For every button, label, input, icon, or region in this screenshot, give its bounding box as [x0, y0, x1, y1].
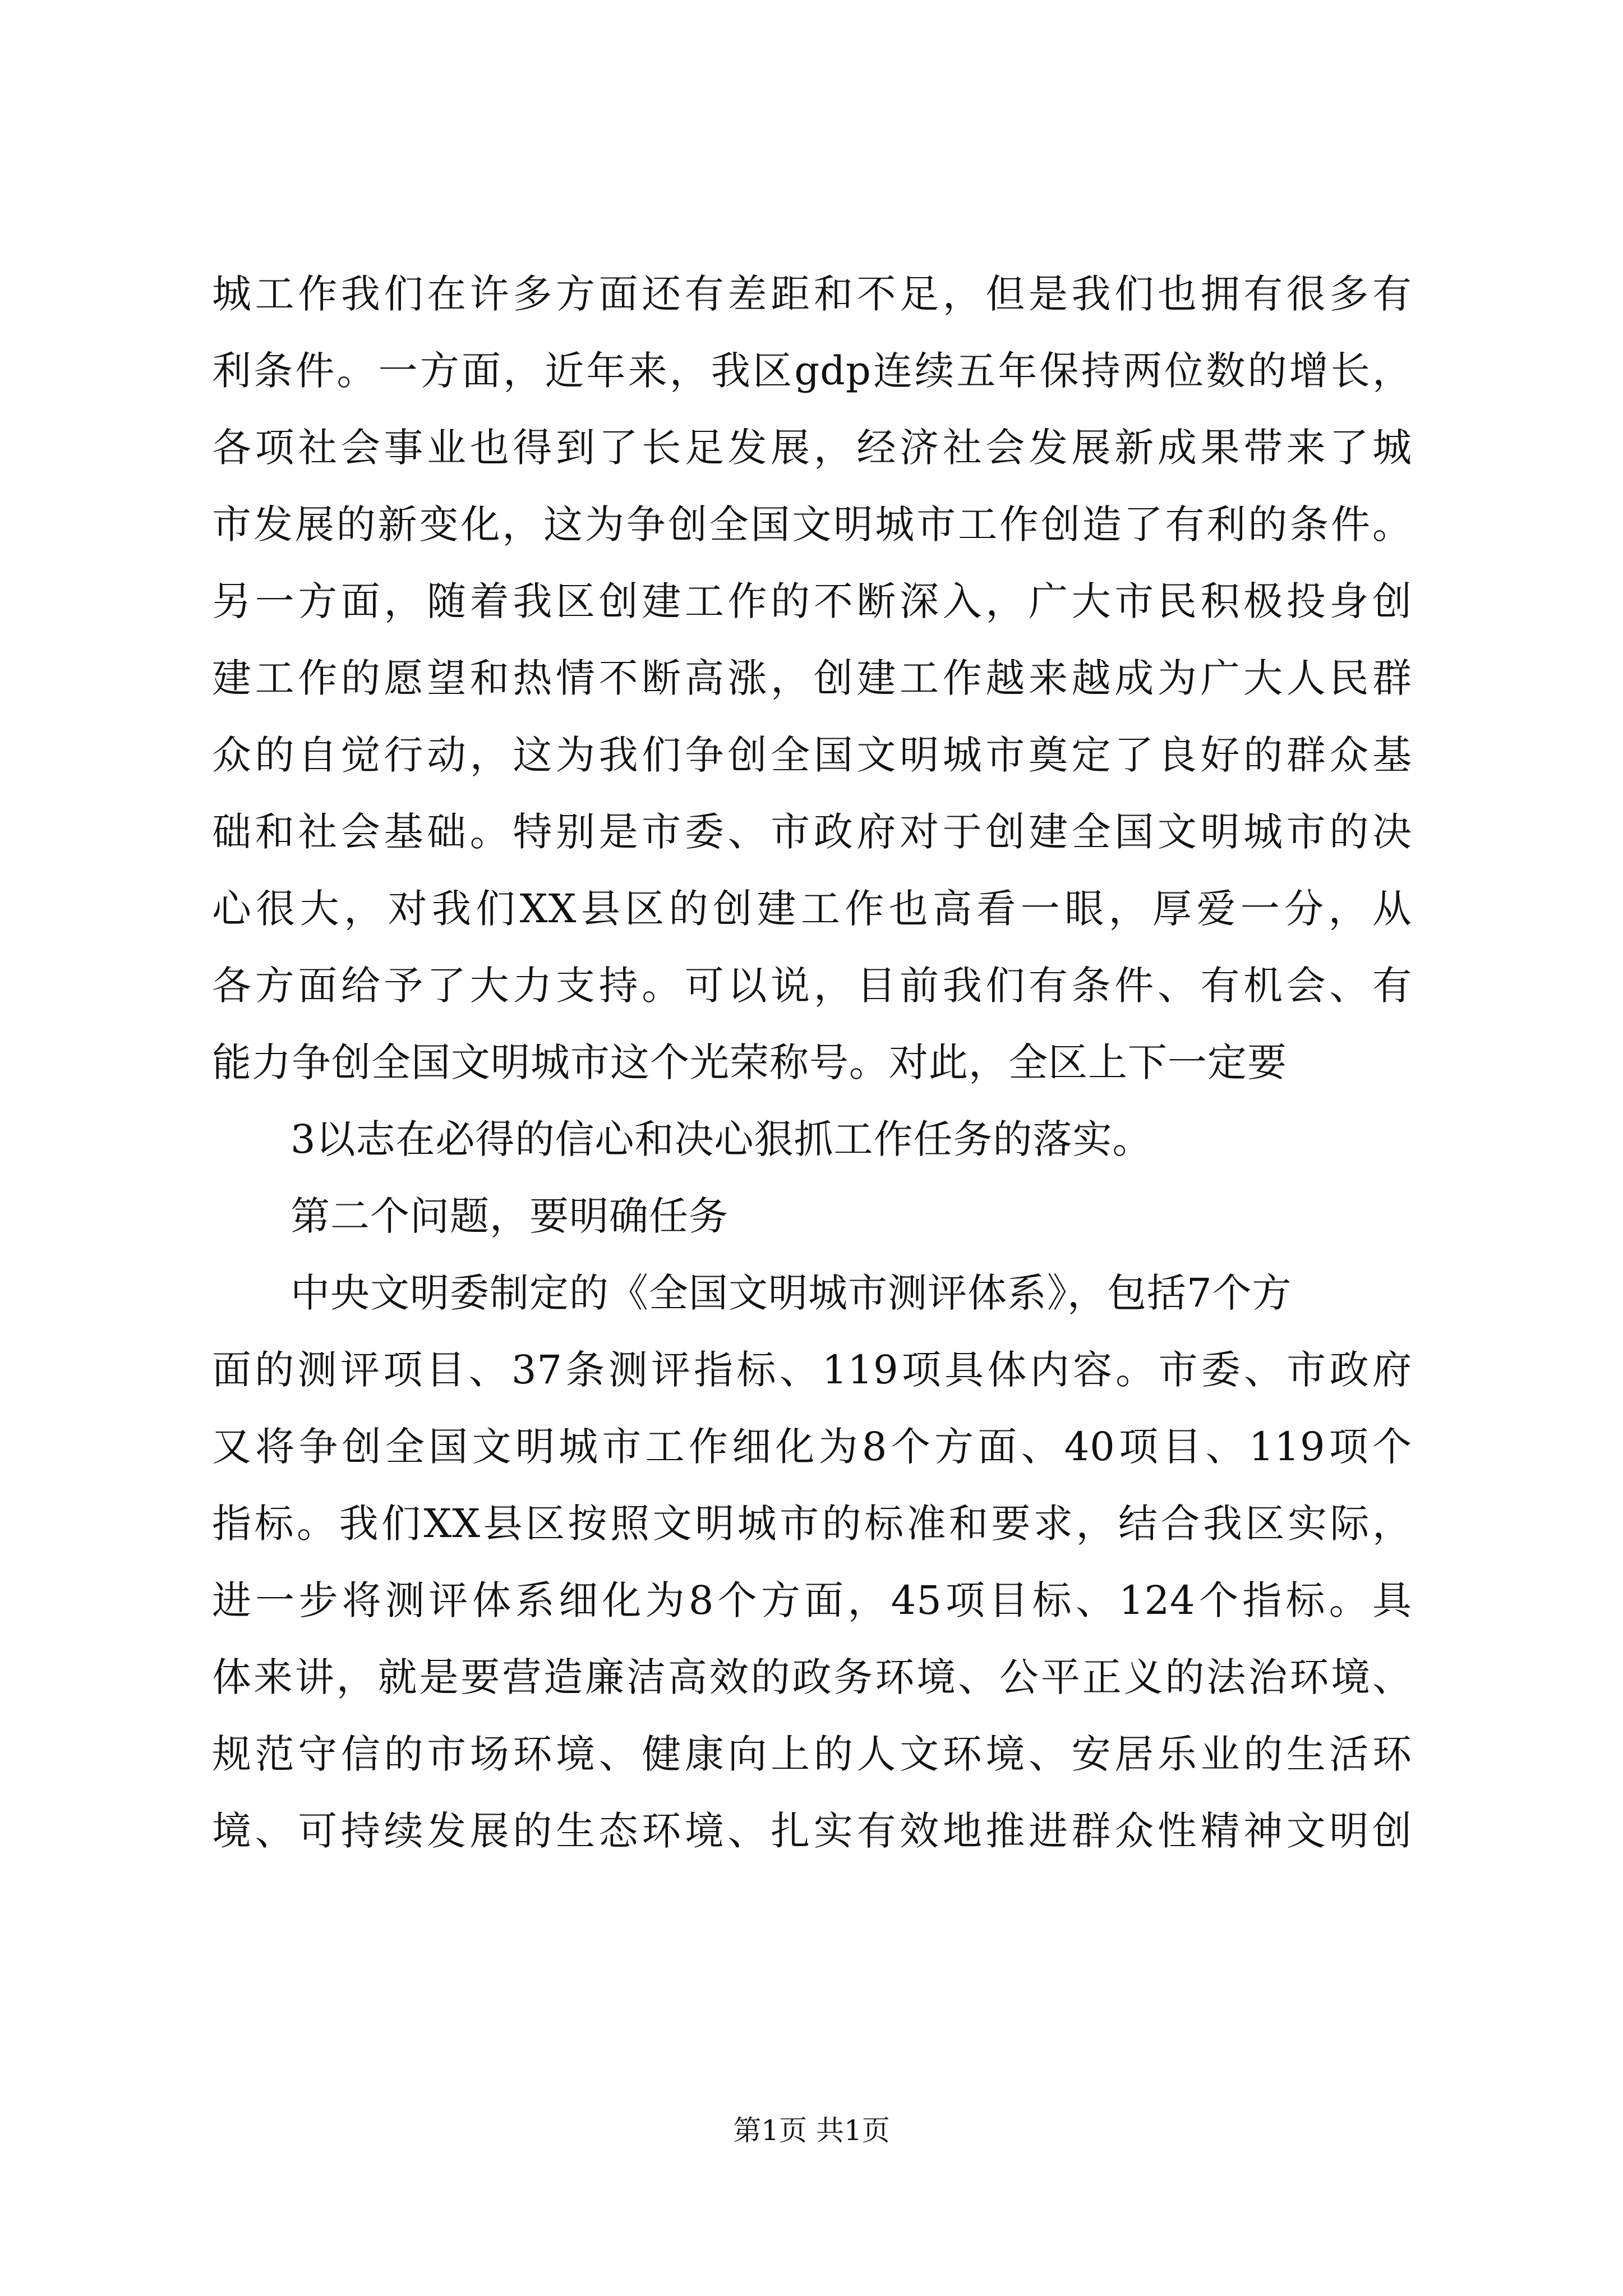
document-body: [212, 256, 1412, 1870]
paragraph-3-line-6: 体来讲，就是要营造廉洁高效的政务环境、公平正义的法治环境、: [212, 1654, 1412, 1700]
paragraph-1-line-2: 利条件。一方面，近年来，我区gdp连续五年保持两位数的增长，: [212, 348, 1412, 394]
paragraph-1-line-9: 心很大，对我们XX县区的创建工作也高看一眼，厚爱一分，从: [212, 886, 1412, 932]
paragraph-3-line-8: 境、可持续发展的生态环境、扎实有效地推进群众性精神文明创: [212, 1808, 1412, 1854]
paragraph-3-line-4: 指标。我们XX县区按照文明城市的标准和要求，结合我区实际，: [212, 1501, 1412, 1547]
page-number-label: 第1页 共1页: [733, 2114, 890, 2147]
paragraph-3-line-7: 规范守信的市场环境、健康向上的人文环境、安居乐业的生活环: [212, 1731, 1412, 1777]
paragraph-1-line-7: 众的自觉行动，这为我们争创全国文明城市奠定了良好的群众基: [212, 732, 1412, 778]
section-heading: 第二个问题，要明确任务: [291, 1193, 728, 1239]
paragraph-1-line-3: 各项社会事业也得到了长足发展，经济社会发展新成果带来了城: [212, 425, 1412, 471]
paragraph-1-line-4: 市发展的新变化，这为争创全国文明城市工作创造了有利的条件。: [212, 501, 1412, 547]
paragraph-3-line-2: 面的测评项目、37条测评指标、119项具体内容。市委、市政府: [212, 1347, 1412, 1393]
paragraph-3-line-3: 又将争创全国文明城市工作细化为8个方面、40项目、119项个: [212, 1424, 1412, 1470]
paragraph-1-line-5: 另一方面，随着我区创建工作的不断深入，广大市民积极投身创: [212, 578, 1412, 624]
paragraph-1-line-11: 能力争创全国文明城市这个光荣称号。对此，全区上下一定要: [212, 1039, 1287, 1085]
paragraph-1-line-8: 础和社会基础。特别是市委、市政府对于创建全国文明城市的决: [212, 809, 1412, 855]
paragraph-3-line-1: 中央文明委制定的《全国文明城市测评体系》，包括7个方: [291, 1270, 1292, 1316]
paragraph-2: 3以志在必得的信心和决心狠抓工作任务的落实。: [291, 1116, 1152, 1162]
paragraph-3-line-5: 进一步将测评体系细化为8个方面，45项目标、124个指标。具: [212, 1577, 1412, 1623]
paragraph-1-line-1: 城工作我们在许多方面还有差距和不足，但是我们也拥有很多有: [212, 271, 1412, 317]
paragraph-1-line-6: 建工作的愿望和热情不断高涨，创建工作越来越成为广大人民群: [212, 655, 1412, 701]
paragraph-1-line-10: 各方面给予了大力支持。可以说，目前我们有条件、有机会、有: [212, 963, 1412, 1009]
page-footer: [0, 2114, 1623, 2147]
